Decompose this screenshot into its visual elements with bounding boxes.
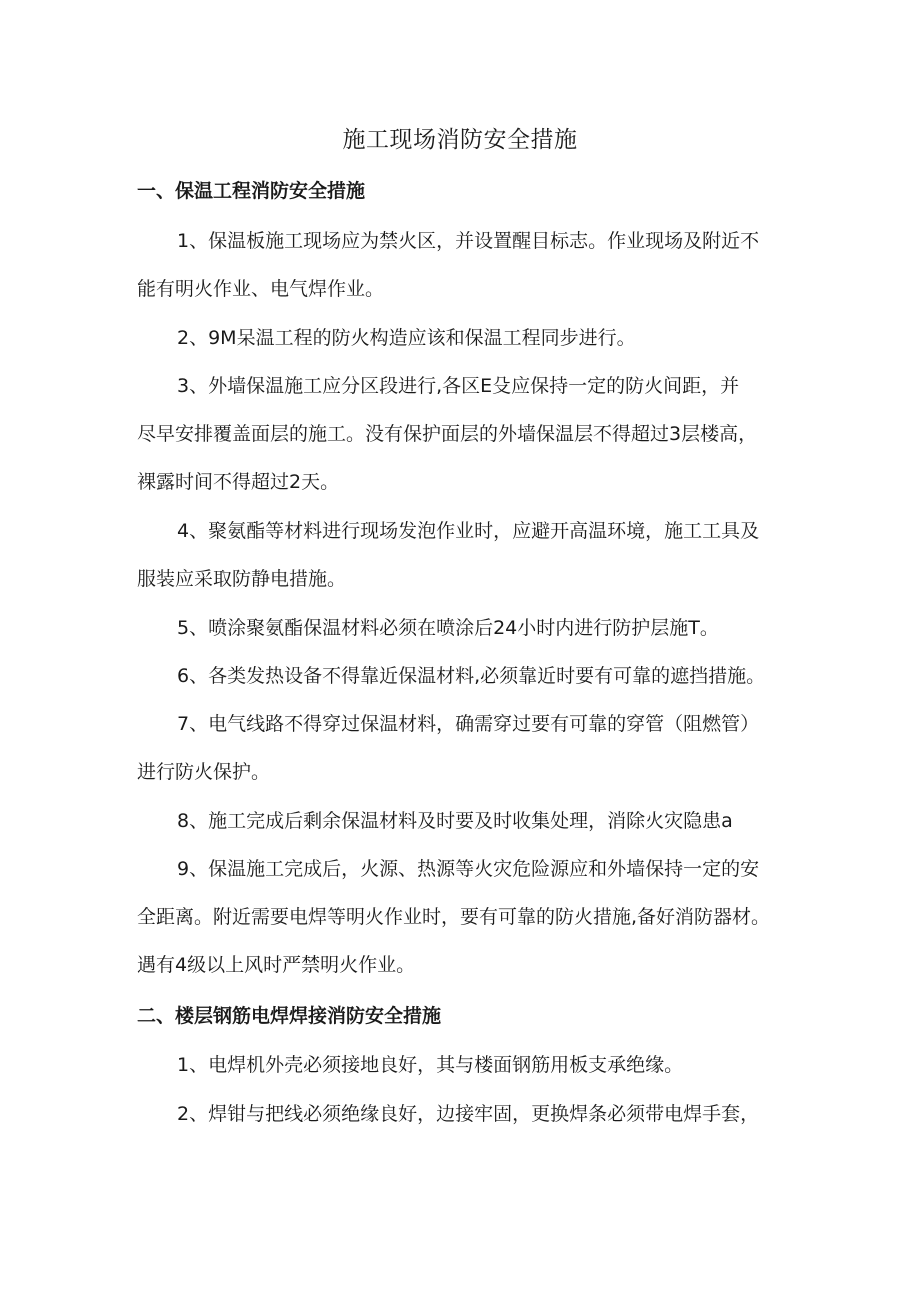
paragraph-line: 3、外墙保温施工应分区段进行,各区E殳应保持一定的防火间距，并 bbox=[177, 375, 740, 397]
paragraph-line: 尽早安排覆盖面层的施工。没有保护面层的外墙保温层不得超过3层楼高， bbox=[137, 423, 758, 445]
paragraph-line: 遇有4级以上风时严禁明火作业。 bbox=[137, 954, 416, 976]
paragraph-line: 2、9M呆温工程的防火构造应该和保温工程同步进行。 bbox=[177, 327, 636, 349]
paragraph-line: 能有明火作业、电气焊作业。 bbox=[137, 278, 385, 300]
paragraph-line: 1、电焊机外壳必须接地良好，其与楼面钢筋用板支承绝缘。 bbox=[177, 1054, 684, 1076]
paragraph-line: 1、保温板施工现场应为禁火区，并设置醒目标志。作业现场及附近不 bbox=[177, 230, 760, 252]
paragraph-line: 7、电气线路不得穿过保温材料，确需穿过要有可靠的穿管（阻燃管） bbox=[177, 713, 760, 735]
section-heading-1: 一、保温工程消防安全措施 bbox=[137, 180, 366, 202]
paragraph-line: 4、聚氨酯等材料进行现场发泡作业时，应避开高温环境，施工工具及 bbox=[177, 520, 760, 542]
paragraph-line: 服装应采取防静电措施。 bbox=[137, 568, 347, 590]
paragraph-line: 2、焊钳与把线必须绝缘良好，边接牢固，更换焊条必须带电焊手套， bbox=[177, 1103, 760, 1125]
paragraph-line: 裸露时间不得超过2天。 bbox=[137, 471, 340, 493]
paragraph-line: 9、保温施工完成后，火源、热源等火灾危险源应和外墙保持一定的安 bbox=[177, 858, 760, 880]
paragraph-line: 8、施工完成后剩余保温材料及时要及时收集处理，消除火灾隐患a bbox=[177, 810, 733, 832]
document-title: 施工现场消防安全措施 bbox=[342, 127, 578, 153]
paragraph-line: 全距离。附近需要电焊等明火作业时，要有可靠的防火措施,备好消防器材。 bbox=[137, 906, 771, 928]
paragraph-line: 进行防火保护。 bbox=[137, 761, 271, 783]
section-heading-2: 二、楼层钢筋电焊焊接消防安全措施 bbox=[137, 1005, 442, 1027]
paragraph-line: 5、喷涂聚氨酯保温材料必须在喷涂后24小时内进行防护层施T。 bbox=[177, 617, 719, 639]
paragraph-line: 6、各类发热设备不得靠近保温材料,必须靠近时要有可靠的遮挡措施。 bbox=[177, 665, 766, 687]
